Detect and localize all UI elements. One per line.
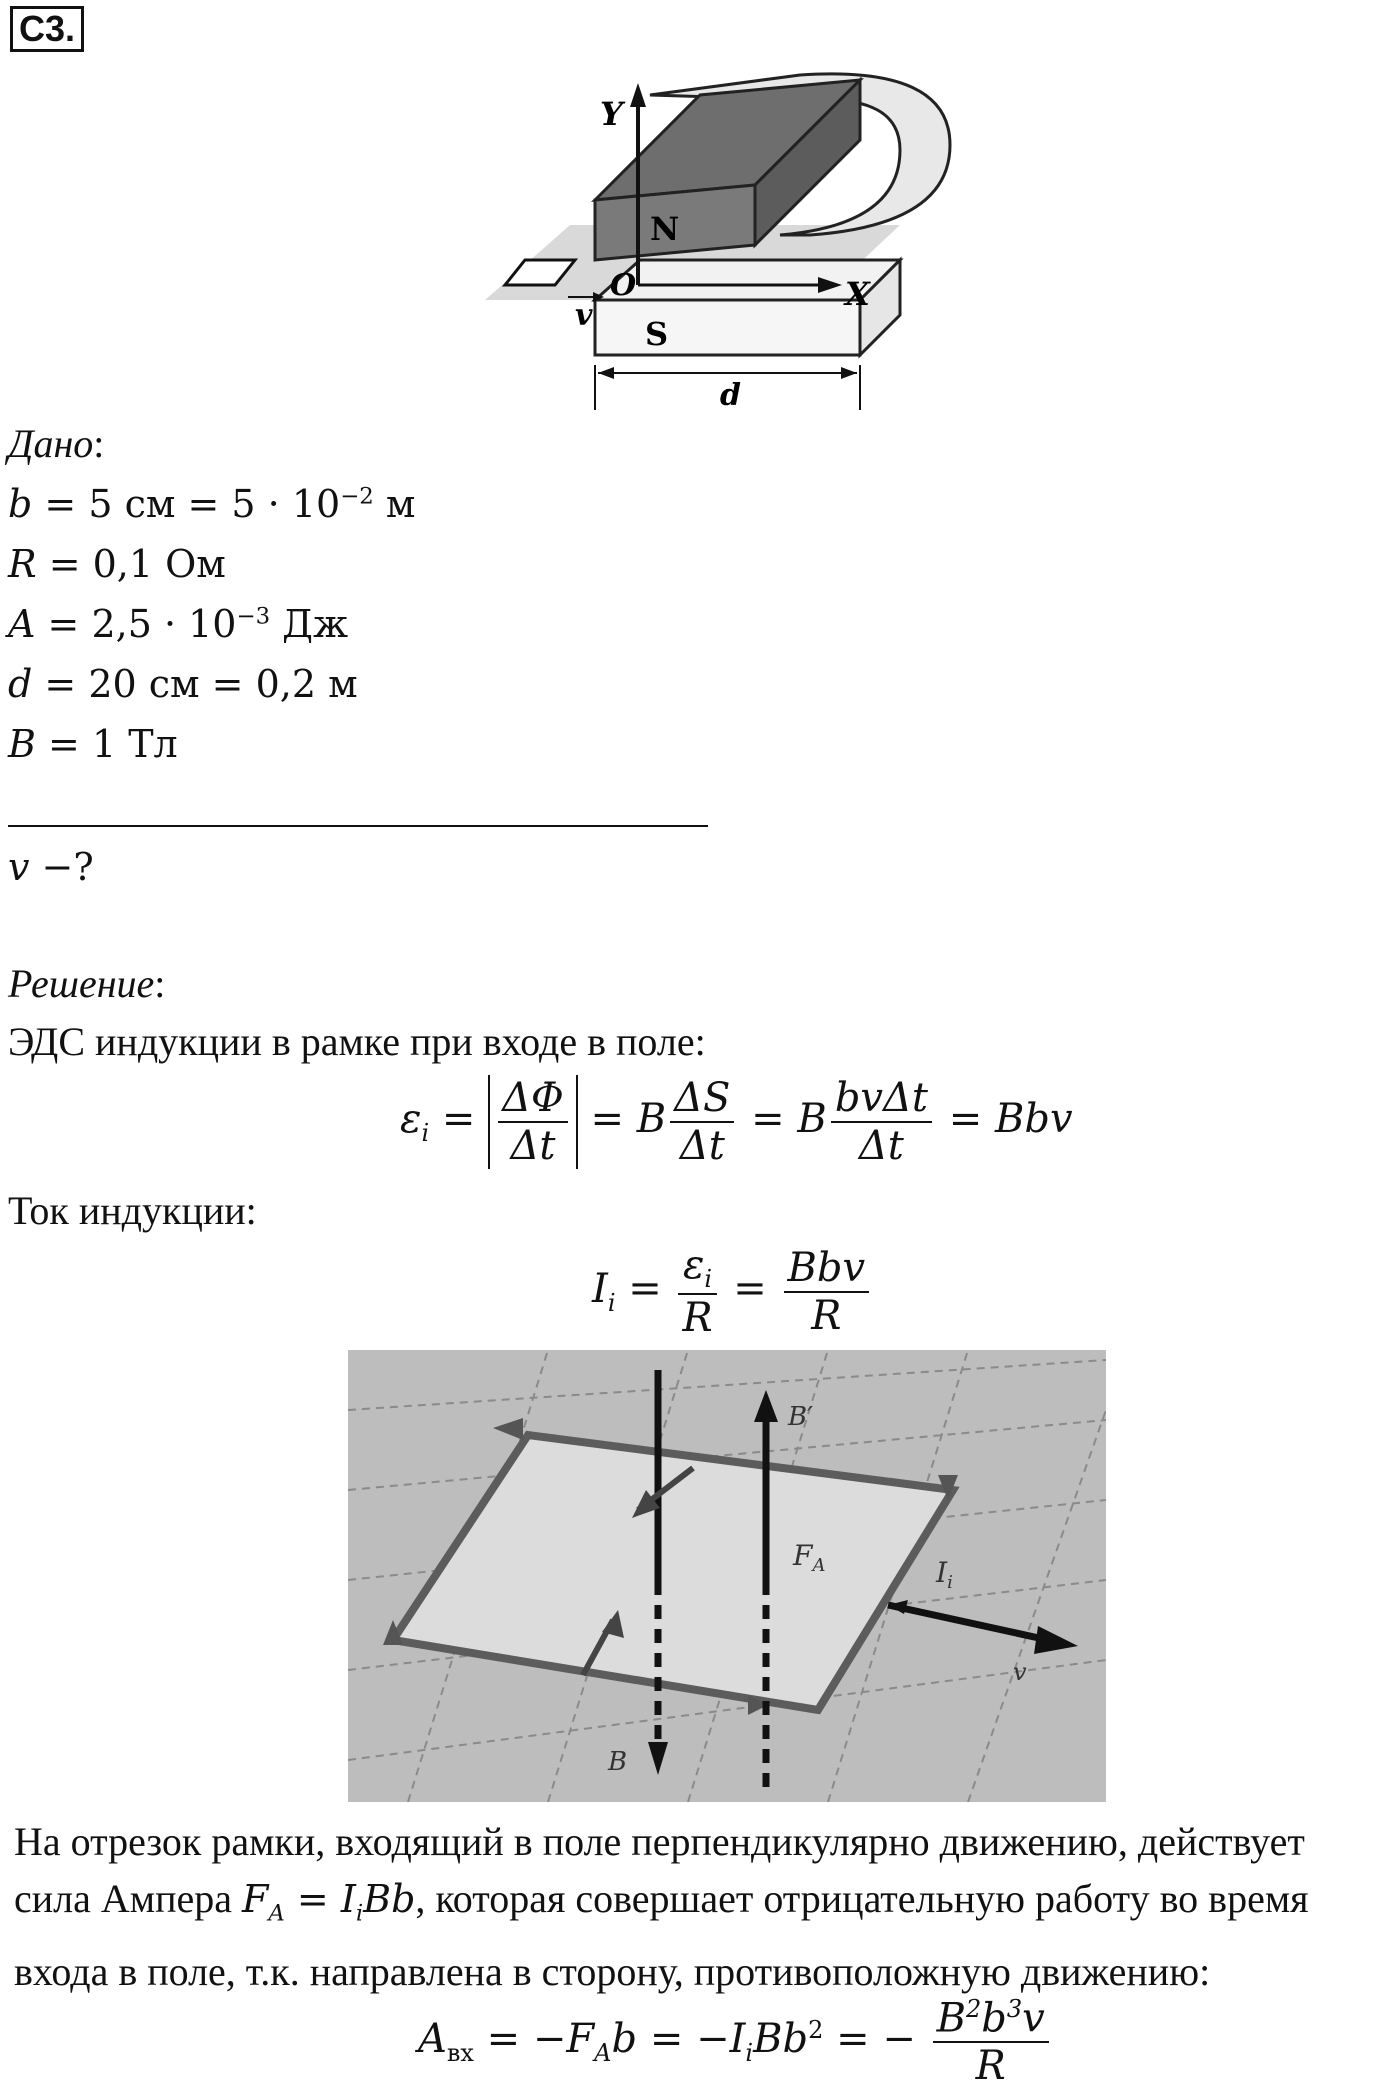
explanation-paragraph [14,1813,1394,2000]
south-pole-label: S [645,315,669,353]
given-divider [8,825,708,827]
emf-text: ЭДС индукции в рамке при входе в поле: [8,1019,706,1064]
current-text: Ток индукции: [8,1188,257,1233]
magnet-figure [480,55,960,410]
given-item-d: d = 20 см = 0,2 м [8,662,358,706]
find-line: v −? [8,845,94,889]
north-pole-label: N [650,210,680,248]
given-label: Дано: [8,421,105,466]
solution-label: Решение: [8,961,166,1006]
velocity-label-2: v [1013,1658,1027,1686]
b-prime-label: B′ [788,1402,814,1432]
origin-label: O [610,268,637,303]
current-equation: $I_i$ = $\frac{\varepsilon_i}{R}$ = $\frac{\text{Bbv}}{R}$ [592,1242,873,1341]
work-equation: $A_{вх} = -F_Ab = -I_iBb^2$ = − $\frac{B^2b^3v}{R}$ [418,1995,1053,2089]
b-label: B [608,1747,628,1777]
velocity-label: v [575,298,593,333]
width-label: d [720,378,741,410]
problem-id: С3. [10,6,84,52]
emf-equation: $\varepsilon_i$ = $\frac{\Delta\Phi}{\Delta t}$ = B $\frac{\Delta S}{\Delta t}$ = B $\frac{\text{bvΔt}}{\Delta t}$ = Bbv [400,1075,1073,1169]
force-label: $F_A$ [793,1539,826,1576]
paragraph-line-3: входа в поле, т.к. направлена в сторону, противоположную движению: [14,1948,1211,1994]
given-item-bfield: B = 1 Тл [8,722,178,766]
current-label: $I_i$ [936,1556,953,1593]
paragraph-line-2: сила Ампера $F_A = I_iBb$, которая совершает отрицательную работу во время [14,1876,1309,1927]
given-item-r: R = 0,1 Ом [8,542,226,586]
frame-figure [348,1350,1106,1802]
given-item-a: $A = 2,5 \cdot 10^{-3}$ Дж [8,602,349,646]
given-item-b: b = 5 см = $5 \cdot 10^{-2}$ м [8,482,416,526]
x-axis-label: X [845,275,870,313]
y-axis-label: Y [600,95,623,133]
paragraph-line-1: На отрезок рамки, входящий в поле перпендикулярно движению, действует [14,1819,1305,1864]
